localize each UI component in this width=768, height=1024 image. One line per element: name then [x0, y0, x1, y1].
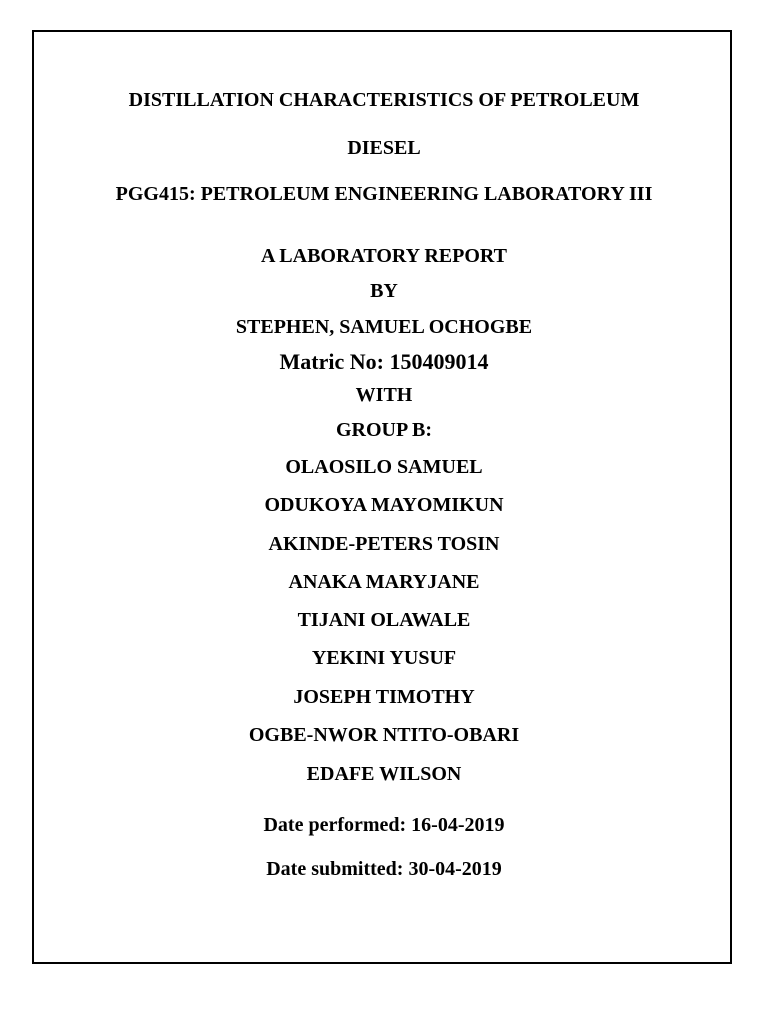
group-member: TIJANI OLAWALE	[297, 609, 471, 631]
with-label: WITH	[355, 384, 413, 406]
date-performed: Date performed: 16-04-2019	[263, 814, 505, 836]
course-title: PGG415: PETROLEUM ENGINEERING LABORATORY III	[115, 183, 653, 205]
date-submitted: Date submitted: 30-04-2019	[266, 858, 502, 880]
group-member: JOSEPH TIMOTHY	[293, 686, 475, 708]
sample-name: DIESEL	[347, 137, 421, 159]
report-title: DISTILLATION CHARACTERISTICS OF PETROLEUM	[128, 89, 640, 111]
matric-number: Matric No: 150409014	[279, 349, 489, 374]
by-label: BY	[370, 280, 398, 302]
group-member: OLAOSILO SAMUEL	[285, 456, 483, 478]
report-type: A LABORATORY REPORT	[260, 245, 508, 267]
group-member: EDAFE WILSON	[306, 763, 462, 785]
group-label: GROUP B:	[335, 419, 433, 441]
group-member: OGBE-NWOR NTITO-OBARI	[248, 724, 520, 746]
author-name: STEPHEN, SAMUEL OCHOGBE	[235, 316, 533, 338]
group-member: ODUKOYA MAYOMIKUN	[264, 494, 504, 516]
group-member: AKINDE-PETERS TOSIN	[268, 533, 500, 555]
group-member: ANAKA MARYJANE	[288, 571, 480, 593]
group-member: YEKINI YUSUF	[311, 647, 457, 669]
